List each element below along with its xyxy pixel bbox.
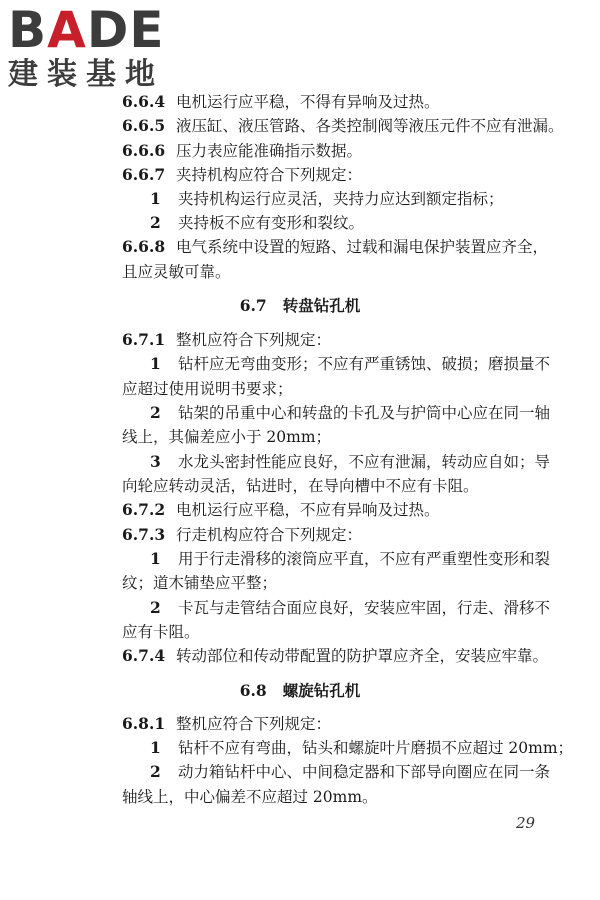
list-item [150,188,504,210]
clause-number: 6.7.3 [122,525,166,544]
logo-subtitle: 建装基地 [8,57,164,92]
clause-line [122,524,362,546]
section-heading [0,680,600,702]
list-item [150,212,364,234]
clause-line [122,115,564,137]
line-text: 水龙头密封性能应良好，不应有泄漏，转动应自如；导 [178,453,551,471]
clause-number: 6.6.5 [122,116,166,135]
continuation-line [122,786,378,808]
clause-line [122,164,362,186]
line-text: 电气系统中设置的短路、过载和漏电保护装置应齐全， [176,238,549,256]
continuation-line [122,475,479,497]
line-text: 夹持机构应符合下列规定： [176,166,363,184]
logo-wordmark: BADE [8,1,165,59]
clause-number: 6.6.8 [122,237,166,256]
line-text: 卡瓦与走管结合面应良好，安装应牢固，行走、滑移不 [178,599,551,617]
line-text: 钻架的吊重中心和转盘的卡孔及与护筒中心应在同一轴 [178,404,551,422]
section-title: 螺旋钻孔机 [282,681,361,700]
clause-number: 6.6.7 [122,165,166,184]
clause-line [122,236,548,258]
clause-number: 6.6.6 [122,141,166,160]
line-text: 用于行走滑移的滚筒应平直，不应有严重塑性变形和裂 [178,550,551,568]
clause-line [122,645,548,667]
line-text: 压力表应能准确指示数据。 [176,142,363,160]
line-text: 纹；道木铺垫应平整； [122,574,278,592]
item-number: 1 [150,738,161,757]
clause-number: 6.8.1 [122,714,166,733]
item-number: 1 [150,549,161,568]
list-item [150,737,573,759]
list-item [150,761,550,783]
clause-line [122,91,440,113]
line-text: 电机运行应平稳，不应有异响及过热。 [176,501,440,519]
line-text: 整机应符合下列规定： [176,331,332,349]
line-text: 转动部位和传动带配置的防护罩应齐全，安装应牢靠。 [176,647,549,665]
list-item [150,548,550,570]
line-text: 应超过使用说明书要求； [122,380,293,398]
clause-number: 6.7.1 [122,330,166,349]
continuation-line [122,426,331,448]
continuation-line [122,572,277,594]
clause-line [122,140,362,162]
bade-logo [8,1,178,92]
item-number: 1 [150,354,161,373]
line-text: 轴线上，中心偏差不应超过 20mm。 [122,788,378,806]
page-number: 29 [516,814,536,832]
line-text: 向轮应转动灵活，钻进时，在导向槽中不应有卡阻。 [122,477,479,495]
item-number: 3 [150,452,161,471]
line-text: 应有卡阻。 [122,623,200,641]
line-text: 夹持板不应有变形和裂纹。 [178,214,365,232]
list-item [150,597,550,619]
item-number: 2 [150,213,161,232]
section-number: 6.8 [239,681,267,700]
line-text: 行走机构应符合下列规定： [176,526,363,544]
section-number: 6.7 [239,296,267,315]
line-text: 线上，其偏差应小于 20mm； [122,428,332,446]
list-item [150,402,550,424]
continuation-line [122,621,200,643]
line-text: 钻杆应无弯曲变形；不应有严重锈蚀、破损；磨损量不 [178,355,551,373]
section-heading [0,295,600,317]
line-text: 电机运行应平稳，不得有异响及过热。 [176,93,440,111]
item-number: 1 [150,189,161,208]
clause-number: 6.7.2 [122,500,166,519]
line-text: 整机应符合下列规定： [176,715,332,733]
section-title: 转盘钻孔机 [282,296,361,315]
item-number: 2 [150,762,161,781]
list-item [150,451,550,473]
line-text: 动力箱钻杆中心、中间稳定器和下部导向圈应在同一条 [178,763,551,781]
item-number: 2 [150,598,161,617]
clause-number: 6.6.4 [122,92,166,111]
line-text: 夹持机构运行应灵活，夹持力应达到额定指标； [178,190,504,208]
item-number: 2 [150,403,161,422]
line-text: 液压缸、液压管路、各类控制阀等液压元件不应有泄漏。 [176,117,564,135]
clause-number: 6.7.4 [122,646,166,665]
list-item [150,353,550,375]
clause-line [122,329,331,351]
clause-line [122,499,440,521]
line-text: 钻杆不应有弯曲，钻头和螺旋叶片磨损不应超过 20mm； [178,739,574,757]
line-text: 且应灵敏可靠。 [122,263,231,281]
continuation-line [122,378,293,400]
clause-line [122,713,331,735]
continuation-line [122,261,231,283]
